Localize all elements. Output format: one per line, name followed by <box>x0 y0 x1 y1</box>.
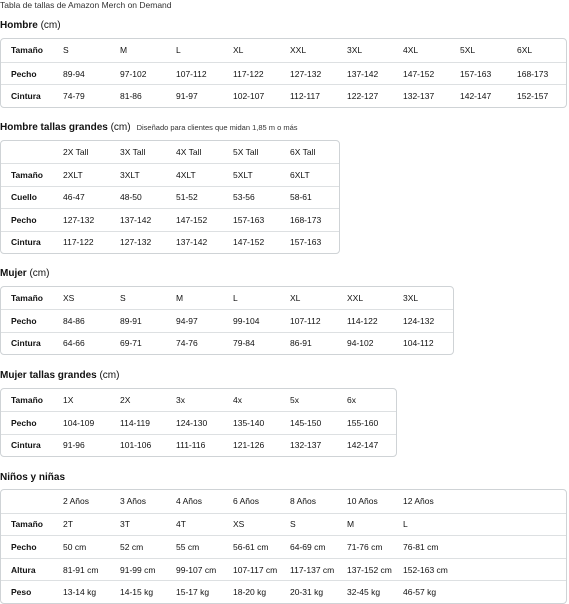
section-title-bold: Hombre tallas grandes <box>0 122 108 133</box>
table-cell: 147-152 <box>176 214 208 225</box>
table-cell: 91-99 cm <box>120 564 156 575</box>
mujer-grandes-title <box>0 370 119 381</box>
table-row <box>1 208 339 230</box>
table-cell: 20-31 kg <box>290 587 324 598</box>
table-row <box>1 62 566 85</box>
table-cell: XS <box>233 519 245 530</box>
row-header: Cintura <box>11 338 41 349</box>
table-cell: 6x <box>347 395 356 406</box>
table-cell: L <box>176 45 181 56</box>
table-cell: 50 cm <box>63 541 87 552</box>
table-cell: 2 Años <box>63 496 89 507</box>
table-cell: 104-112 <box>403 338 434 349</box>
table-cell: 107-117 cm <box>233 564 278 575</box>
table-cell: 2X Tall <box>63 147 89 158</box>
table-row <box>1 163 339 185</box>
table-cell: 101-106 <box>120 440 152 451</box>
table-cell: 86-91 <box>290 338 312 349</box>
table-cell: 18-20 kg <box>233 587 267 598</box>
row-header: Pecho <box>11 214 37 225</box>
table-cell: 3XL <box>347 45 363 56</box>
row-header: Pecho <box>11 316 37 327</box>
section-title-unit: (cm) <box>96 370 120 381</box>
table-cell: 74-79 <box>63 91 85 102</box>
table-cell: 121-126 <box>233 440 265 451</box>
table-cell: 94-102 <box>347 338 374 349</box>
table-cell: 155-160 <box>347 418 379 429</box>
table-cell: 124-132 <box>403 316 435 327</box>
table-cell: 8 Años <box>290 496 316 507</box>
table-cell: 4XLT <box>176 170 196 181</box>
table-cell: 168-173 <box>290 214 322 225</box>
section-title-bold: Hombre <box>0 20 38 31</box>
table-cell: 4T <box>176 519 186 530</box>
table-cell: 71-76 cm <box>347 541 383 552</box>
table-cell: 135-140 <box>233 418 265 429</box>
table-cell: 6X Tall <box>290 147 316 158</box>
table-row <box>1 141 339 163</box>
row-header: Cintura <box>11 237 41 248</box>
table-cell: M <box>120 45 128 56</box>
table-cell: 137-142 <box>176 237 208 248</box>
table-cell: 14-15 kg <box>120 587 154 598</box>
table-cell: 127-132 <box>120 237 152 248</box>
table-cell: 145-150 <box>290 418 322 429</box>
table-cell: 81-86 <box>120 91 142 102</box>
table-cell: XL <box>233 45 244 56</box>
table-cell: 94-97 <box>176 316 198 327</box>
table-cell: 5x <box>290 395 299 406</box>
table-row <box>1 558 566 581</box>
table-cell: 46-47 <box>63 192 85 203</box>
table-cell: 3X Tall <box>120 147 146 158</box>
table-cell: 127-132 <box>290 68 322 79</box>
table-cell: 122-127 <box>347 91 379 102</box>
row-header: Tamaño <box>11 170 43 181</box>
table-cell: 3XL <box>403 293 419 304</box>
table-cell: 152-157 <box>517 91 549 102</box>
section-title-bold: Mujer <box>0 268 27 279</box>
mujer-title <box>0 268 49 279</box>
table-cell: 107-112 <box>176 68 207 79</box>
table-cell: 5X Tall <box>233 147 259 158</box>
mujer-grandes-table <box>0 388 397 457</box>
table-cell: 89-91 <box>120 316 142 327</box>
table-cell: 117-122 <box>63 237 94 248</box>
table-cell: 107-112 <box>290 316 321 327</box>
table-cell: XXL <box>290 45 307 56</box>
table-cell: 6XL <box>517 45 533 56</box>
table-cell: 168-173 <box>517 68 549 79</box>
table-row <box>1 186 339 208</box>
table-cell: 56-61 cm <box>233 541 269 552</box>
table-cell: 55 cm <box>176 541 200 552</box>
table-cell: 12 Años <box>403 496 434 507</box>
table-cell: 152-163 cm <box>403 564 448 575</box>
table-cell: 89-94 <box>63 68 85 79</box>
row-header: Cuello <box>11 192 37 203</box>
table-cell: S <box>120 293 126 304</box>
table-cell: S <box>63 45 69 56</box>
table-cell: 84-86 <box>63 316 85 327</box>
table-cell: L <box>403 519 408 530</box>
table-row <box>1 580 566 603</box>
table-cell: 104-109 <box>63 418 95 429</box>
table-cell: 2T <box>63 519 73 530</box>
table-cell: 137-152 cm <box>347 564 392 575</box>
row-header: Tamaño <box>11 519 43 530</box>
section-title-unit: (cm) <box>107 122 131 133</box>
table-cell: 111-116 <box>176 440 206 451</box>
table-cell: 132-137 <box>290 440 322 451</box>
table-row <box>1 389 396 411</box>
section-title-unit: (cm) <box>26 268 50 279</box>
table-cell: 3 Años <box>120 496 146 507</box>
table-cell: 137-142 <box>347 68 379 79</box>
table-cell: 58-61 <box>290 192 312 203</box>
table-cell: 1X <box>63 395 74 406</box>
section-title-unit: (cm) <box>37 20 61 31</box>
table-cell: 157-163 <box>290 237 322 248</box>
table-cell: 2X <box>120 395 131 406</box>
table-cell: 10 Años <box>347 496 378 507</box>
table-cell: 157-163 <box>233 214 265 225</box>
row-header: Altura <box>11 564 36 575</box>
hombre-grandes-title <box>0 122 298 133</box>
row-header: Tamaño <box>11 395 43 406</box>
table-cell: 4 Años <box>176 496 202 507</box>
table-cell: 91-96 <box>63 440 85 451</box>
page-title: Tabla de tallas de Amazon Merch on Demand <box>0 0 172 10</box>
table-cell: 5XL <box>460 45 476 56</box>
table-cell: 53-56 <box>233 192 255 203</box>
row-header: Pecho <box>11 541 37 552</box>
hombre-title <box>0 20 61 31</box>
table-cell: 13-14 kg <box>63 587 97 598</box>
table-cell: 142-147 <box>347 440 379 451</box>
table-cell: 52 cm <box>120 541 144 552</box>
ninos-title <box>0 472 65 483</box>
table-cell: 114-122 <box>347 316 378 327</box>
ninos-table <box>0 489 567 604</box>
table-row <box>1 287 453 309</box>
table-cell: 74-76 <box>176 338 198 349</box>
row-header: Pecho <box>11 418 37 429</box>
table-cell: 157-163 <box>460 68 492 79</box>
table-cell: 4X Tall <box>176 147 202 158</box>
table-cell: XL <box>290 293 301 304</box>
section-note: Diseñado para clientes que midan 1,85 m o más <box>136 123 298 132</box>
table-cell: 48-50 <box>120 192 142 203</box>
table-cell: M <box>176 293 184 304</box>
table-cell: M <box>347 519 355 530</box>
hombre-table <box>0 38 567 108</box>
table-cell: 6XLT <box>290 170 310 181</box>
table-cell: 3T <box>120 519 130 530</box>
table-cell: 124-130 <box>176 418 208 429</box>
table-cell: 147-152 <box>233 237 265 248</box>
row-header: Tamaño <box>11 45 43 56</box>
row-header: Pecho <box>11 68 37 79</box>
table-cell: 102-107 <box>233 91 265 102</box>
table-row <box>1 513 566 536</box>
row-header: Tamaño <box>11 293 43 304</box>
table-cell: 64-66 <box>63 338 85 349</box>
row-header: Cintura <box>11 91 41 102</box>
table-cell: 6 Años <box>233 496 259 507</box>
table-cell: 127-132 <box>63 214 95 225</box>
table-cell: 69-71 <box>120 338 142 349</box>
table-cell: 147-152 <box>403 68 435 79</box>
table-row <box>1 39 566 62</box>
mujer-table <box>0 286 454 355</box>
table-cell: 132-137 <box>403 91 435 102</box>
section-title-bold: Mujer tallas grandes <box>0 370 97 381</box>
table-cell: 114-119 <box>120 418 150 429</box>
table-cell: 46-57 kg <box>403 587 437 598</box>
table-cell: 64-69 cm <box>290 541 326 552</box>
table-cell: XXL <box>347 293 364 304</box>
table-cell: 76-81 cm <box>403 541 439 552</box>
table-cell: 4XL <box>403 45 419 56</box>
table-cell: 2XLT <box>63 170 83 181</box>
table-row <box>1 490 566 513</box>
table-cell: 142-147 <box>460 91 492 102</box>
table-row <box>1 434 396 456</box>
table-cell: 5XLT <box>233 170 253 181</box>
table-cell: 97-102 <box>120 68 147 79</box>
table-cell: 91-97 <box>176 91 198 102</box>
table-cell: 15-17 kg <box>176 587 210 598</box>
table-row <box>1 332 453 354</box>
table-cell: 117-137 cm <box>290 564 335 575</box>
table-cell: 3XLT <box>120 170 140 181</box>
row-header: Peso <box>11 587 32 598</box>
table-cell: XS <box>63 293 75 304</box>
table-cell: 112-117 <box>290 91 320 102</box>
section-title-bold: Niños y niñas <box>0 472 66 483</box>
table-cell: 79-84 <box>233 338 255 349</box>
table-row <box>1 411 396 433</box>
table-cell: S <box>290 519 296 530</box>
table-cell: L <box>233 293 238 304</box>
table-cell: 99-104 <box>233 316 260 327</box>
table-row <box>1 535 566 558</box>
table-cell: 99-107 cm <box>176 564 217 575</box>
table-cell: 81-91 cm <box>63 564 99 575</box>
table-row <box>1 309 453 331</box>
row-header: Cintura <box>11 440 41 451</box>
table-row <box>1 231 339 253</box>
table-cell: 117-122 <box>233 68 264 79</box>
table-cell: 32-45 kg <box>347 587 381 598</box>
table-cell: 51-52 <box>176 192 198 203</box>
table-cell: 3x <box>176 395 185 406</box>
table-cell: 137-142 <box>120 214 152 225</box>
table-row <box>1 84 566 107</box>
table-cell: 4x <box>233 395 242 406</box>
hombre-grandes-table <box>0 140 340 254</box>
